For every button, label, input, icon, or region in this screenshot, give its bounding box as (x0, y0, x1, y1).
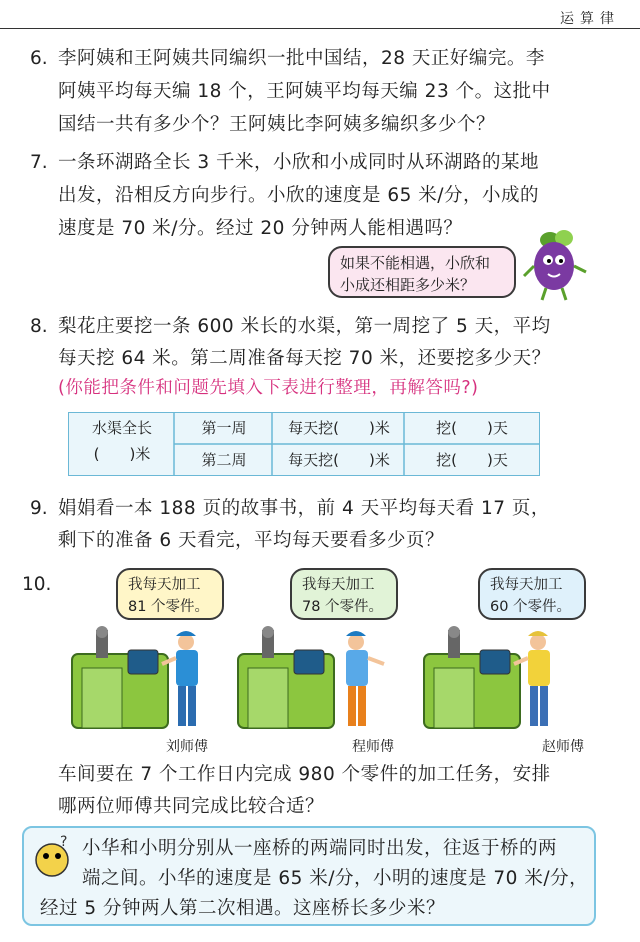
worker-1-bubble (116, 568, 224, 620)
machine-icon (232, 624, 392, 736)
worker-2-bubble (290, 568, 398, 620)
q10-line-2: 哪两位师傅共同完成比较合适？ (58, 796, 325, 817)
worker-2-bubble-line-2: 78 个零件。 (302, 599, 384, 615)
q9-number: 9. (30, 498, 48, 519)
q9-line-2: 剩下的准备 6 天看完，平均每天要看多少页？ (58, 530, 445, 551)
table-perday-2: 每天挖( )米 (288, 451, 390, 469)
header-rule (0, 28, 640, 29)
worker-2-bubble-line-1: 我每天加工 (302, 577, 375, 593)
worker-1-bubble-line-1: 我每天加工 (128, 577, 201, 593)
q7-line-3: 速度是 70 米/分。经过 20 分钟两人能相遇吗？ (58, 218, 463, 239)
q7-line-1: 一条环湖路全长 3 千米，小欣和小成同时从环湖路的某地 (58, 152, 540, 173)
q8-line-1: 梨花庄要挖一条 600 米长的水渠，第一周挖了 5 天，平均 (58, 316, 551, 337)
q10-number: 10. (22, 574, 52, 595)
q8-table (68, 412, 540, 476)
worker-3-bubble-line-1: 我每天加工 (490, 577, 563, 593)
q7-hint-line-2: 小成还相距多少米？ (340, 276, 476, 294)
q10-line-1: 车间要在 7 个工作日内完成 980 个零件的加工任务，安排 (58, 764, 551, 785)
table-total-label: 水渠全长 (91, 419, 152, 437)
worker-1-bubble-line-2: 81 个零件。 (128, 599, 210, 615)
svg-text:?: ? (60, 834, 68, 850)
q6-line-2: 阿姨平均每天编 18 个，王阿姨平均每天编 23 个。这批中 (58, 81, 551, 102)
table-week-2: 第二周 (201, 451, 247, 469)
q8-line-2: 每天挖 64 米。第二周准备每天挖 70 米，还要挖多少天？ (58, 348, 551, 369)
table-total-unit: ( )米 (93, 445, 151, 463)
q9-line-1: 娟娟看一本 188 页的故事书，前 4 天平均每天看 17 页， (58, 498, 550, 519)
table-week-1: 第一周 (201, 419, 247, 437)
think-line-2: 端之间。小华的速度是 65 米/分，小明的速度是 70 米/分， (82, 868, 589, 889)
machine-icon (66, 624, 216, 736)
q7-hint-bubble (328, 246, 516, 298)
q8-number: 8. (30, 316, 48, 337)
q6-line-3: 国结一共有多少个？王阿姨比李阿姨多编织多少个？ (58, 114, 496, 135)
table-days-1: 挖( )天 (436, 419, 508, 437)
q6-line-1: 李阿姨和王阿姨共同编织一批中国结，28 天正好编完。李 (58, 48, 545, 69)
machine-icon (418, 624, 568, 736)
q7-line-2: 出发，沿相反方向步行。小欣的速度是 65 米/分，小成的 (58, 185, 540, 206)
q7-number: 7. (30, 152, 48, 173)
worker-2-name: 程师傅 (352, 739, 394, 755)
q8-hint: (你能把条件和问题先填入下表进行整理，再解答吗?) (58, 378, 479, 398)
worker-3-bubble (478, 568, 586, 620)
think-mascot-icon (30, 834, 76, 880)
worker-1-name: 刘师傅 (166, 739, 208, 755)
worker-3-bubble-line-2: 60 个零件。 (490, 599, 572, 615)
q6-number: 6. (30, 48, 48, 69)
q7-hint-line-1: 如果不能相遇，小欣和 (340, 254, 491, 272)
table-days-2: 挖( )天 (436, 451, 508, 469)
think-line-1: 小华和小明分别从一座桥的两端同时出发，往返于桥的两 (82, 838, 558, 859)
table-perday-1: 每天挖( )米 (288, 419, 390, 437)
think-line-3: 经过 5 分钟两人第二次相遇。这座桥长多少米？ (40, 898, 446, 919)
worker-3-name: 赵师傅 (542, 739, 584, 755)
page-header-title: 运算律 (560, 11, 620, 27)
eggplant-mascot-icon (520, 222, 594, 304)
